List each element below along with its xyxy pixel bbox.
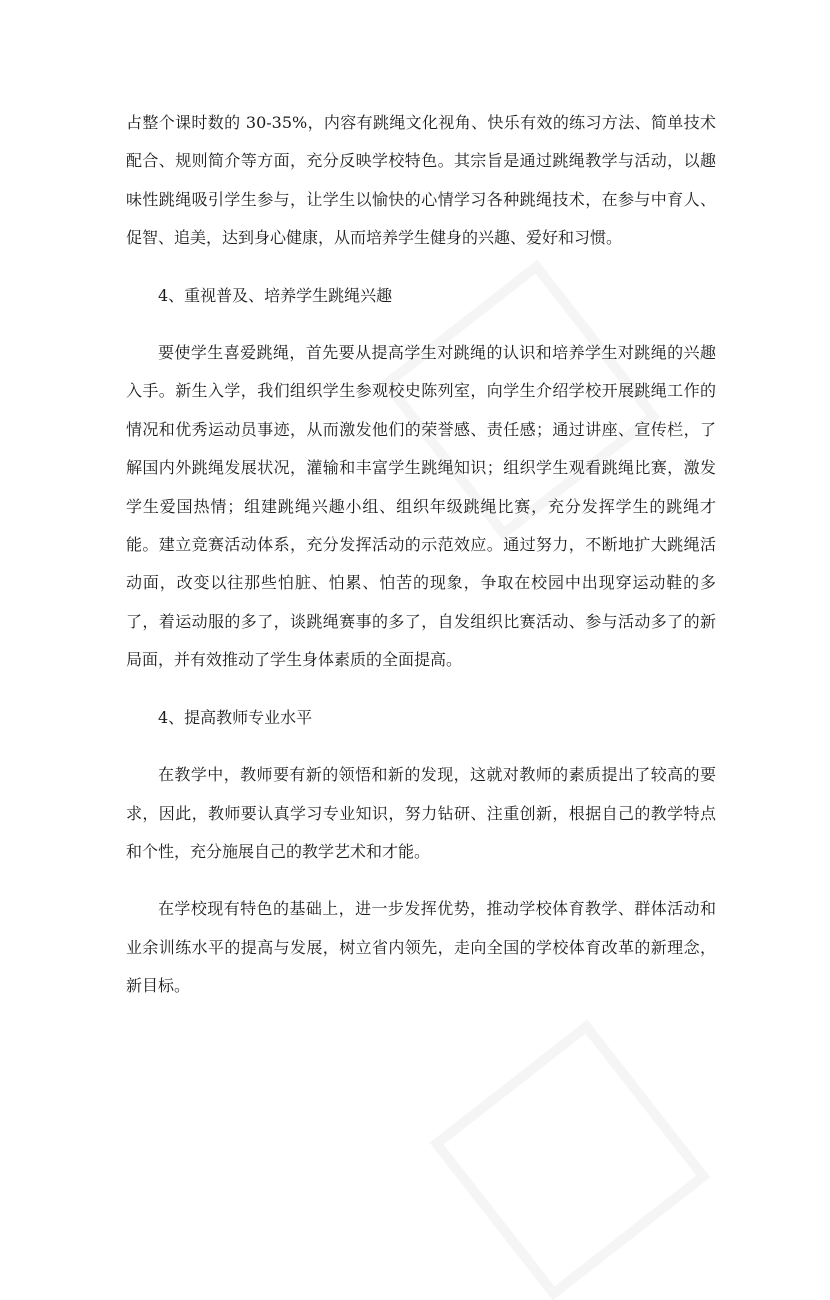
paragraph-interest: 要使学生喜爱跳绳，首先要从提高学生对跳绳的认识和培养学生对跳绳的兴趣入手。新生入学，我们组织学生参观校史陈列室，向学生介绍学校开展跳绳工作的情况和优秀运动员事迹，从而激发他们的荣誉感、责任感；通过讲座、宣传栏，了解国内外跳绳发展状况，灌输和丰富学生跳绳知识；组织学生观看跳绳比赛，激发学生爱国热情；组建跳绳兴趣小组、组织年级跳绳比赛，充分发挥学生的跳绳才能。建立竞赛活动体系，充分发挥活动的示范效应。通过努力，不断地扩大跳绳活动面，改变以往那些怕脏、怕累、怕苦的现象，争取在校园中出现穿运动鞋的多了，着运动服的多了，谈跳绳赛事的多了，自发组织比赛活动、参与活动多了的新局面，并有效推动了学生身体素质的全面提高。 bbox=[126, 343, 716, 670]
section-heading-popularize: 4、重视普及、培养学生跳绳兴趣 bbox=[158, 285, 393, 305]
section-heading-teacher: 4、提高教师专业水平 bbox=[158, 707, 313, 727]
paragraph-teacher: 在教学中，教师要有新的领悟和新的发现，这就对教师的素质提出了较高的要求，因此，教师要认真学习专业知识，努力钻研、注重创新，根据自己的教学特点和个性，充分施展自己的教学艺术和才能。 bbox=[126, 765, 716, 861]
paragraph-goals: 在学校现有特色的基础上，进一步发挥优势，推动学校体育教学、群体活动和业余训练水平的提高与发展，树立省内领先，走向全国的学校体育改革的新理念，新目标。 bbox=[126, 899, 716, 996]
paragraph-intro: 占整个课时数的 30-35%，内容有跳绳文化视角、快乐有效的练习方法、简单技术配合、规则简介等方面，充分反映学校特色。其宗旨是通过跳绳教学与活动，以趣味性跳绳吸引学生参与，让学生以愉快的心情学习各种跳绳技术，在参与中育人、促智、追美，达到身心健康，从而培养学生健身的兴趣、爱好和习惯。 bbox=[126, 113, 716, 248]
watermark-logo-bottom bbox=[430, 1020, 711, 1300]
document-body bbox=[126, 104, 716, 1006]
